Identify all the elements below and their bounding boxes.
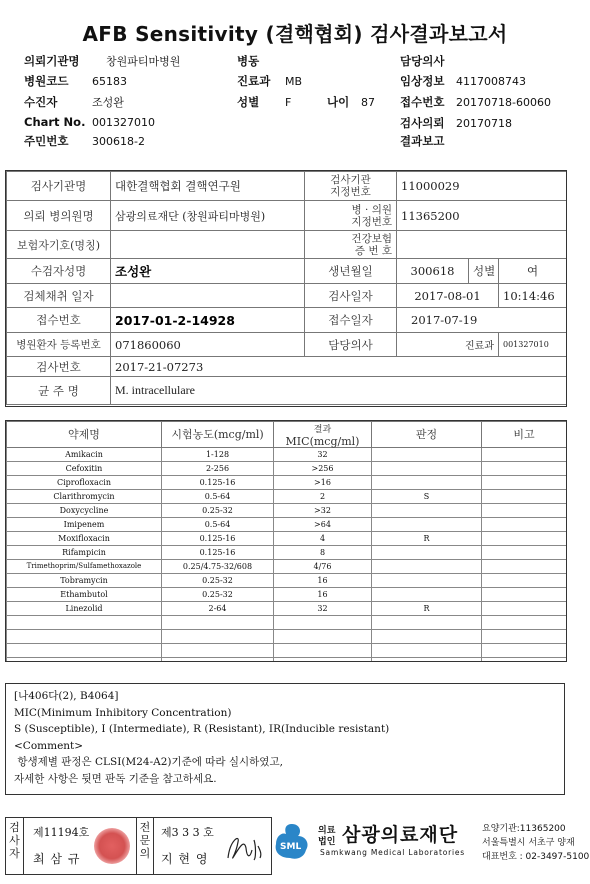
drug-cell-drug: Imipenem [7, 518, 162, 532]
drug-row [7, 462, 567, 476]
drug-cell-drug: Linezolid [7, 602, 162, 616]
test-no-label: 검사번호 [7, 357, 111, 377]
drug-cell-note [482, 476, 567, 490]
empty-cell [372, 658, 482, 663]
drug-cell-mic: 8 [274, 546, 372, 560]
req-value: 삼광의료재단 (창원파티마병원) [111, 201, 305, 231]
drug-cell-conc: 1-128 [162, 448, 274, 462]
drug-cell-mic: 16 [274, 588, 372, 602]
dob-value: 300618 [397, 259, 469, 284]
drug-row [7, 574, 567, 588]
note-legend: S (Susceptible), I (Intermediate), R (Resistant), IR(Inducible resistant) [14, 723, 390, 735]
empty-cell [372, 616, 482, 630]
empty-cell [482, 616, 567, 630]
drug-cell-mic: 16 [274, 574, 372, 588]
drug-cell-interp [372, 476, 482, 490]
drug-cell-mic: 4 [274, 532, 372, 546]
dept-label: 진료과 [397, 333, 499, 357]
empty-cell [372, 630, 482, 644]
collect-label: 검체채취 일자 [7, 284, 111, 308]
drug-cell-mic: >16 [274, 476, 372, 490]
specialist-name: 지 현 영 [161, 852, 209, 866]
drug-cell-note [482, 518, 567, 532]
signature-box [5, 817, 272, 875]
col-drug: 약제명 [7, 422, 162, 448]
dob-label: 생년월일 [305, 259, 397, 284]
drug-cell-interp [372, 546, 482, 560]
dept-field: 진료과 MB [237, 74, 303, 88]
drug-cell-conc: 0.5-64 [162, 490, 274, 504]
drug-cell-interp: S [372, 490, 482, 504]
resident-no-field: 주민번호 300618-2 [24, 134, 145, 148]
accept-date-value: 2017-07-19 [397, 308, 567, 333]
drug-row-empty [7, 630, 567, 644]
sex-label: 성별 [469, 259, 499, 284]
sex-value: 여 [499, 259, 567, 284]
drug-cell-conc: 0.25-32 [162, 574, 274, 588]
age-field: 나이 87 [327, 95, 375, 109]
req-no-value: 11365200 [397, 201, 567, 231]
drug-cell-conc: 0.125-16 [162, 532, 274, 546]
note-comment-label: <Comment> [14, 739, 84, 752]
drug-cell-conc: 0.5-64 [162, 518, 274, 532]
drug-cell-interp [372, 588, 482, 602]
inst-no-value: 11000029 [397, 172, 567, 201]
note-mic: MIC(Minimum Inhibitory Concentration) [14, 706, 232, 719]
drug-cell-drug: Moxifloxacin [7, 532, 162, 546]
drug-cell-conc: 0.25/4.75-32/608 [162, 560, 274, 574]
org-name: 삼광의료재단 [342, 824, 459, 846]
drug-row [7, 546, 567, 560]
empty-cell [482, 644, 567, 658]
drug-cell-mic: 32 [274, 448, 372, 462]
doctor-label: 담당의사 [305, 333, 397, 357]
org-address: 서울특별시 서초구 양재 [482, 838, 575, 848]
organism-label: 균 주 명 [7, 377, 111, 405]
drug-row [7, 532, 567, 546]
empty-cell [162, 616, 274, 630]
drug-cell-note [482, 462, 567, 476]
hospital-code-field: 병원코드 65183 [24, 74, 127, 88]
examiner-name: 최 삼 규 [33, 852, 81, 866]
organization-block [272, 818, 590, 874]
empty-cell [372, 644, 482, 658]
empty-cell [162, 630, 274, 644]
drug-cell-interp [372, 462, 482, 476]
drug-cell-drug: Doxycycline [7, 504, 162, 518]
sml-logo-icon [272, 822, 312, 862]
drug-cell-note [482, 546, 567, 560]
col-note: 비고 [482, 422, 567, 448]
drug-cell-interp [372, 504, 482, 518]
drug-cell-note [482, 448, 567, 462]
hi-value [397, 231, 567, 259]
patient-field: 수진자 조성완 [24, 95, 124, 109]
drug-cell-mic: >32 [274, 504, 372, 518]
drug-row-empty [7, 616, 567, 630]
specialist-vertical-label: 전 문 의 [136, 818, 154, 874]
hi-label: 건강보험 증 번 호 [305, 231, 397, 259]
drug-cell-drug: Cefoxitin [7, 462, 162, 476]
drug-cell-interp [372, 574, 482, 588]
inst-label: 검사기관명 [7, 172, 111, 201]
test-no-value: 2017-21-07273 [111, 357, 567, 377]
drug-row [7, 504, 567, 518]
drug-cell-interp [372, 518, 482, 532]
empty-cell [274, 630, 372, 644]
drug-row-empty [7, 644, 567, 658]
drug-row [7, 448, 567, 462]
empty-cell [7, 630, 162, 644]
drug-row [7, 476, 567, 490]
drug-cell-drug: Trimethoprim/Sulfamethoxazole [7, 560, 162, 574]
inst-value: 대한결핵협회 결핵연구원 [111, 172, 305, 201]
note-comment-2: 자세한 사항은 뒷면 판독 기준을 참고하세요. [14, 772, 217, 785]
drug-cell-conc: 0.125-16 [162, 476, 274, 490]
empty-cell [162, 644, 274, 658]
specialist-number: 제3 3 3 호 [161, 826, 214, 839]
reg-value: 071860060 [111, 333, 305, 357]
drug-cell-interp: R [372, 532, 482, 546]
org-contact [482, 822, 589, 864]
drug-cell-mic: 32 [274, 602, 372, 616]
test-time-value: 10:14:46 [499, 284, 567, 308]
drug-cell-conc: 0.25-32 [162, 588, 274, 602]
drug-row [7, 490, 567, 504]
collect-value [111, 284, 305, 308]
drug-cell-note [482, 588, 567, 602]
accept-no-label: 접수번호 [7, 308, 111, 333]
signature-scribble [224, 832, 264, 866]
drug-cell-note [482, 490, 567, 504]
drug-cell-note [482, 574, 567, 588]
req-no-label: 병 · 의원 지정번호 [305, 201, 397, 231]
notes-box [5, 683, 565, 795]
drug-cell-drug: Ciprofloxacin [7, 476, 162, 490]
drug-row-empty [7, 658, 567, 663]
ward-field: 병동 [237, 54, 260, 68]
drug-cell-mic: >256 [274, 462, 372, 476]
drug-cell-mic: 4/76 [274, 560, 372, 574]
empty-cell [274, 644, 372, 658]
test-date-label: 검사일자 [305, 284, 397, 308]
clinical-info-field: 임상정보 4117008743 [400, 74, 526, 88]
drug-cell-mic: >64 [274, 518, 372, 532]
empty-cell [7, 658, 162, 663]
inst-no-label: 검사기관 지정번호 [305, 172, 397, 201]
drug-row [7, 560, 567, 574]
empty-cell [482, 630, 567, 644]
drug-cell-conc: 2-64 [162, 602, 274, 616]
drug-cell-note [482, 532, 567, 546]
org-code: 요양기관:11365200 [482, 824, 566, 834]
reg-label: 병원환자 등록번호 [7, 333, 111, 357]
drug-cell-interp [372, 560, 482, 574]
col-interp: 판정 [372, 422, 482, 448]
empty-cell [274, 658, 372, 663]
drug-cell-conc: 2-256 [162, 462, 274, 476]
examiner-number: 제11194호 [33, 826, 90, 839]
note-code: [나406다(2), B4064] [14, 690, 119, 702]
drug-cell-note [482, 602, 567, 616]
drug-row [7, 588, 567, 602]
report-field: 결과보고 [400, 134, 445, 148]
report-title: AFB Sensitivity (결핵협회) 검사결과보고서 [82, 22, 508, 46]
drug-cell-interp: R [372, 602, 482, 616]
empty-cell [7, 644, 162, 658]
subject-value: 조성완 [111, 259, 305, 284]
insured-value [111, 231, 305, 259]
col-mic: 결과 MIC(mcg/ml) [274, 422, 372, 448]
org-english-name: Samkwang Medical Laboratories [320, 848, 465, 857]
drug-cell-note [482, 560, 567, 574]
drug-cell-drug: Rifampicin [7, 546, 162, 560]
organism-value: M. intracellulare [111, 377, 567, 405]
hospital-field: 의뢰기관명 창원파티마병원 [24, 54, 181, 68]
drug-row [7, 602, 567, 616]
drug-cell-note [482, 504, 567, 518]
col-conc: 시험농도(mcg/ml) [162, 422, 274, 448]
empty-cell [162, 658, 274, 663]
examiner-vertical-label: 검 사 자 [6, 818, 24, 874]
test-info-table [5, 170, 567, 407]
drug-sensitivity-table [5, 420, 567, 662]
drug-cell-drug: Tobramycin [7, 574, 162, 588]
drug-row [7, 518, 567, 532]
request-date-field: 검사의뢰 20170718 [400, 116, 512, 130]
sex-field: 성별 F [237, 95, 292, 109]
subject-label: 수검자성명 [7, 259, 111, 284]
empty-cell [482, 658, 567, 663]
drug-cell-conc: 0.25-32 [162, 504, 274, 518]
empty-cell [274, 616, 372, 630]
dept-code-value: 001327010 [499, 333, 567, 357]
empty-cell [7, 616, 162, 630]
accept-no-value: 2017-01-2-14928 [111, 308, 305, 333]
drug-cell-conc: 0.125-16 [162, 546, 274, 560]
logo-text: SML [280, 842, 302, 852]
test-date-value: 2017-08-01 [397, 284, 499, 308]
drug-cell-drug: Amikacin [7, 448, 162, 462]
drug-cell-mic: 2 [274, 490, 372, 504]
org-tag: 의료 법인 [318, 826, 336, 847]
req-label: 의뢰 병의원명 [7, 201, 111, 231]
insured-label: 보험자기호(명칭) [7, 231, 111, 259]
seal-stamp [94, 828, 130, 864]
org-phone: 대표번호 : 02-3497-5100 [482, 852, 590, 862]
drug-cell-drug: Ethambutol [7, 588, 162, 602]
drug-cell-drug: Clarithromycin [7, 490, 162, 504]
doctor-field: 담당의사 [400, 54, 445, 68]
chart-no-field: Chart No. 001327010 [24, 115, 155, 129]
drug-cell-interp [372, 448, 482, 462]
receipt-no-field: 접수번호 20170718-60060 [400, 95, 551, 109]
accept-date-label: 접수일자 [305, 308, 397, 333]
note-comment-1: 항생제별 판정은 CLSI(M24-A2)기준에 따라 실시하였고, [14, 756, 283, 768]
